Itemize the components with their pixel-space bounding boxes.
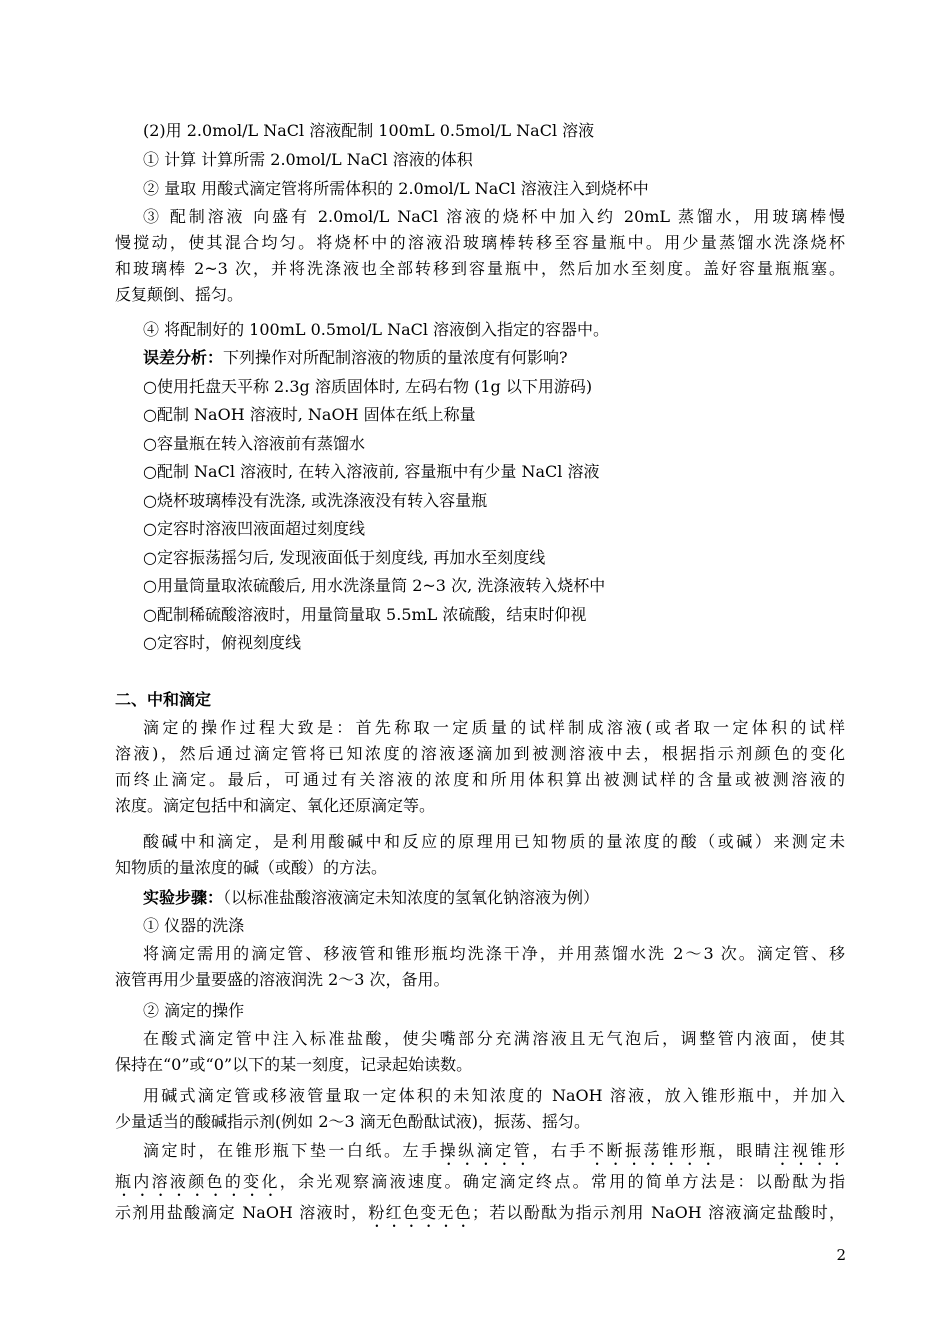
list-item: ○烧杯玻璃棒没有洗涤, 或洗涤液没有转入容量瓶 [143,491,488,510]
experiment-steps-title: 实验步骤： [143,888,224,907]
section-heading: 二、中和滴定 [115,690,212,709]
emphasis-text: 不断振荡锥形瓶 [587,1141,718,1160]
error-analysis-question: 下列操作对所配制溶液的物质的量浓度有何影响? [223,348,568,367]
step-titrate-title: ② 滴定的操作 [143,1001,245,1020]
step-calc: ① 计算 计算所需 2.0mol/L NaCl 溶液的体积 [143,150,473,169]
step-sample-paragraph: 用碱式滴定管或移液管量取一定体积的未知浓度的 NaOH 溶液，放入锥形瓶中，并加入 少量适当的酸碱指示剂(例如 2～3 滴无色酚酞试液)，振荡、摇匀。 [115,1086,845,1131]
emphasis-text: 粉红色变无色 [368,1203,472,1222]
step-measure: ② 量取 用酸式滴定管将所需体积的 2.0mol/L NaCl 溶液注入到烧杯中 [143,179,649,198]
list-item: ○定容时，俯视刻度线 [143,633,301,652]
step-heading: (2)用 2.0mol/L NaCl 溶液配制 100mL 0.5mol/L NaCl 溶液 [143,121,595,140]
emphasis-text: 瓶内溶液颜色的变化 [115,1172,280,1191]
step-prepare-paragraph: ③ 配制溶液 向盛有 2.0mol/L NaCl 溶液的烧杯中加入约 20mL 蒸馏水，用玻璃棒慢 慢搅动，使其混合均匀。将烧杯中的溶液沿玻璃棒转移至容量瓶中。用少量蒸馏水洗涤烧杯 和玻璃棒 2~3 次，并将洗涤液也全部转移到容量瓶中，然后加水至刻度。盖好容量瓶瓶塞。 反复颠倒、摇匀。 [115,207,845,304]
list-item: ○容量瓶在转入溶液前有蒸馏水 [143,434,365,453]
list-item: ○配制 NaCl 溶液时, 在转入溶液前, 容量瓶中有少量 NaCl 溶液 [143,462,600,481]
titration-intro-paragraph: 滴定的操作过程大致是：首先称取一定质量的试样制成溶液(或者取一定体积的试样 溶液)，然后通过滴定管将已知浓度的溶液逐滴加到被测溶液中去，根据指示剂颜色的变化 而终止滴定。最后，可通过有关溶液的浓度和所用体积算出被测试样的含量或被测溶液的 浓度。滴定包括中和滴定、氧化还原滴定等。 [115,718,845,815]
emphasis-text: 操纵滴定管 [439,1141,533,1160]
emphasis-text: 注视锥形 [773,1141,845,1160]
step-wash-paragraph: 将滴定需用的滴定管、移液管和锥形瓶均洗涤干净，并用蒸馏水洗 2～3 次。滴定管、移 液管再用少量要盛的溶液润洗 2～3 次，备用。 [115,944,845,989]
step-endpoint-paragraph: 滴定时，在锥形瓶下垫一白纸。左手操纵滴定管，右手不断振荡锥形瓶，眼睛注视锥形 瓶内溶液颜色的变化，余光观察滴液速度。确定滴定终点。常用的简单方法是：以酚酞为指 示剂用盐酸滴定 NaOH 溶液时，粉红色变无色；若以酚酞为指示剂用 NaOH 溶液滴定盐酸时， [115,1141,845,1222]
list-item: ○配制稀硫酸溶液时，用量筒量取 5.5mL 浓硫酸，结束时仰视 [143,605,587,624]
list-item: ○配制 NaOH 溶液时, NaOH 固体在纸上称量 [143,405,476,424]
list-item: ○定容时溶液凹液面超过刻度线 [143,519,365,538]
error-analysis-heading [143,346,950,370]
step-transfer: ④ 将配制好的 100mL 0.5mol/L NaCl 溶液倒入指定的容器中。 [143,320,610,339]
experiment-steps-heading [143,886,950,910]
page-number: 2 [836,1246,846,1264]
list-item: ○定容振荡摇匀后, 发现液面低于刻度线, 再加水至刻度线 [143,548,546,567]
error-analysis-title: 误差分析： [143,348,224,367]
list-item: ○用量筒量取浓硫酸后, 用水洗涤量筒 2~3 次, 洗涤液转入烧杯中 [143,576,606,595]
experiment-steps-note: （以标准盐酸溶液滴定未知浓度的氢氧化钠溶液为例） [223,888,600,907]
step-titrate-paragraph: 在酸式滴定管中注入标准盐酸，使尖嘴部分充满溶液且无气泡后，调整管内液面，使其 保持在“0”或“0”以下的某一刻度，记录起始读数。 [115,1029,845,1074]
list-item: ○使用托盘天平称 2.3g 溶质固体时, 左码右物 (1g 以下用游码) [143,377,593,396]
step-wash-title: ① 仪器的洗涤 [143,916,245,935]
titration-definition-paragraph: 酸碱中和滴定，是利用酸碱中和反应的原理用已知物质的量浓度的酸（或碱）来测定未 知物质的量浓度的碱（或酸）的方法。 [115,832,845,877]
